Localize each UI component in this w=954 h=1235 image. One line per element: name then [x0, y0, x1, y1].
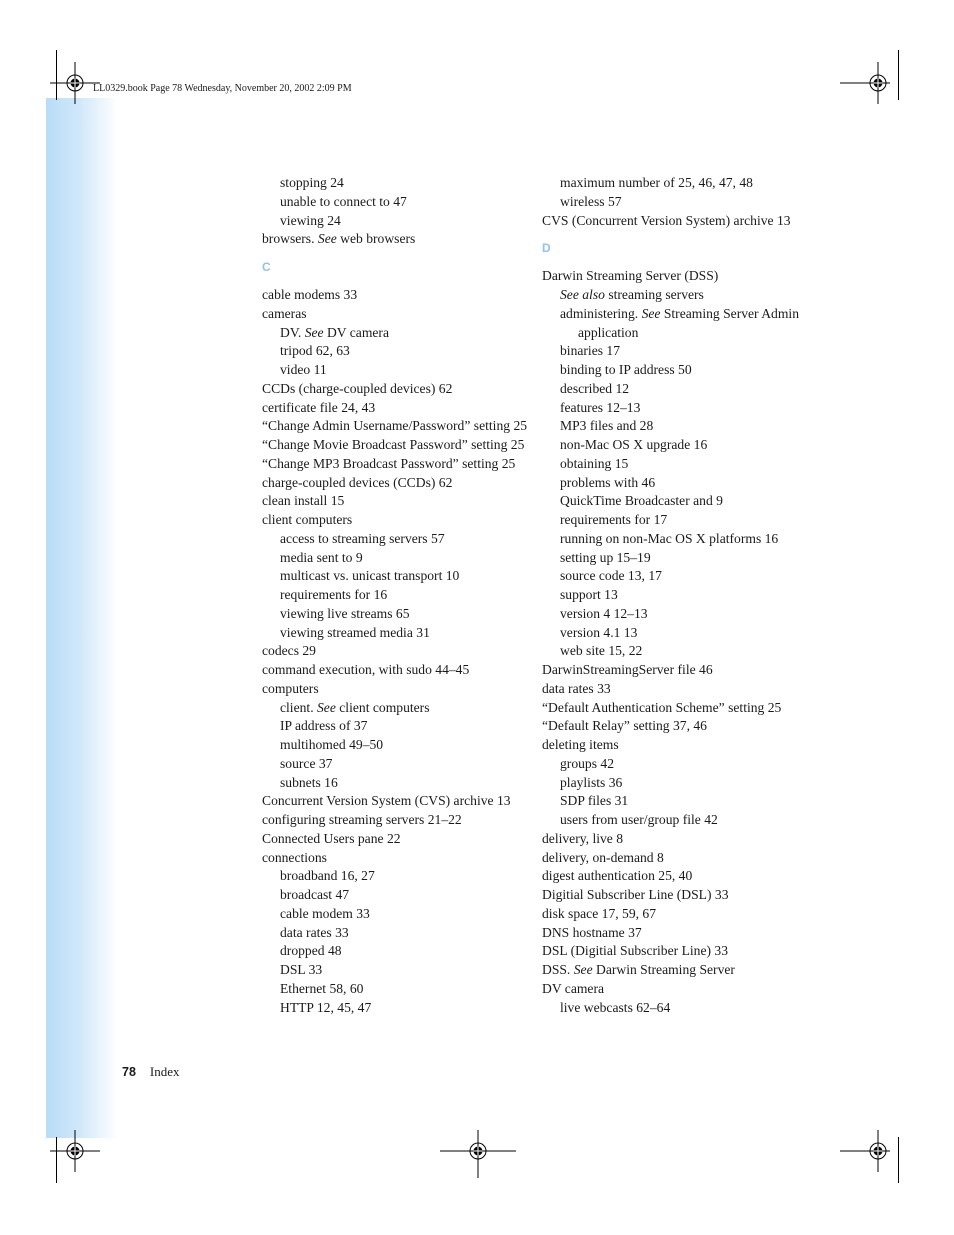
entry-text: requirements for 17	[560, 512, 668, 527]
index-subentry	[262, 924, 537, 943]
registration-mark-icon	[50, 1130, 100, 1172]
index-subentry	[542, 474, 807, 493]
index-subentry	[542, 436, 807, 455]
registration-mark-icon	[840, 62, 890, 104]
index-subentry	[542, 792, 807, 811]
entry-text: unable to connect to 47	[280, 193, 407, 209]
page-footer	[122, 1064, 180, 1080]
index-subentry	[262, 586, 537, 605]
index-subentry	[262, 361, 537, 380]
entry-text: “Change Admin Username/Password” setting 25	[262, 418, 528, 434]
index-subentry	[542, 999, 807, 1018]
entry-text: binding to IP address 50	[560, 362, 692, 377]
entry-text: support 13	[560, 587, 618, 602]
see-reference: See	[304, 324, 324, 340]
index-subentry	[542, 624, 807, 643]
index-entry	[542, 267, 807, 286]
index-subentry	[542, 605, 807, 624]
entry-text: streaming servers	[604, 287, 704, 302]
entry-text: Digitial Subscriber Line (DSL) 33	[542, 887, 729, 902]
entry-text: DV camera	[323, 324, 389, 340]
index-subentry	[262, 174, 537, 193]
entry-text: DSL 33	[280, 962, 323, 977]
entry-text: video 11	[280, 362, 327, 377]
see-reference: See	[641, 305, 661, 321]
index-entry	[542, 942, 807, 961]
entry-text: certificate file 24, 43	[262, 399, 376, 415]
index-subentry	[262, 886, 537, 905]
index-entry	[262, 680, 537, 699]
entry-text: stopping 24	[280, 175, 344, 190]
index-entry	[262, 305, 537, 324]
see-reference: See also	[560, 287, 605, 302]
page-number: 78	[122, 1065, 136, 1079]
entry-text: media sent to 9	[280, 549, 363, 565]
index-subentry	[542, 811, 807, 830]
entry-text: DSS.	[542, 962, 574, 977]
index-entry	[542, 736, 807, 755]
entry-text: delivery, on-demand 8	[542, 849, 664, 865]
index-subentry	[262, 324, 537, 343]
entry-text: CCDs (charge-coupled devices) 62	[262, 380, 453, 396]
entry-text: cable modem 33	[280, 905, 370, 921]
entry-text: tripod 62, 63	[280, 343, 350, 359]
index-subentry	[262, 699, 537, 718]
entry-text: connections	[262, 849, 327, 865]
entry-text: maximum number of 25, 46, 47, 48	[560, 175, 753, 190]
entry-text: non-Mac OS X upgrade 16	[560, 437, 708, 452]
index-column-left	[262, 174, 537, 1017]
index-entry	[542, 961, 807, 980]
entry-text: live webcasts 62–64	[560, 999, 671, 1015]
entry-text: wireless 57	[560, 193, 622, 209]
entry-text: DSL (Digitial Subscriber Line) 33	[542, 943, 728, 959]
entry-text: broadcast 47	[280, 887, 350, 902]
index-entry	[262, 474, 537, 493]
index-subentry	[542, 567, 807, 586]
entry-text: described 12	[560, 380, 630, 396]
index-subentry	[262, 530, 537, 549]
entry-text: Concurrent Version System (CVS) archive 13	[262, 793, 511, 809]
entry-text: requirements for 16	[280, 587, 388, 602]
index-entry	[262, 849, 537, 868]
index-subentry	[542, 342, 807, 361]
entry-text: features 12–13	[560, 399, 641, 415]
entry-text: web site 15, 22	[560, 643, 643, 659]
index-subentry	[262, 755, 537, 774]
index-subentry	[262, 905, 537, 924]
entry-text: browsers.	[262, 231, 318, 247]
index-subentry	[542, 324, 807, 343]
entry-text: viewing 24	[280, 212, 341, 228]
index-subentry	[262, 624, 537, 643]
index-entry	[262, 642, 537, 661]
index-entry	[542, 980, 807, 999]
index-entry	[262, 661, 537, 680]
entry-text: Streaming Server Admin	[660, 305, 799, 321]
entry-text: client computers	[262, 512, 353, 527]
index-subentry	[262, 193, 537, 212]
see-reference: See	[317, 699, 336, 715]
entry-text: subnets 16	[280, 774, 338, 790]
entry-text: viewing live streams 65	[280, 605, 410, 621]
index-subentry	[542, 399, 807, 418]
entry-text: setting up 15–19	[560, 549, 651, 565]
index-subentry	[262, 867, 537, 886]
index-entry	[262, 286, 537, 305]
index-entry	[262, 792, 537, 811]
index-entry	[262, 811, 537, 830]
entry-text: multicast vs. unicast transport 10	[280, 568, 460, 584]
index-subentry	[262, 342, 537, 361]
crop-mark	[898, 1137, 899, 1183]
entry-text: dropped 48	[280, 943, 342, 959]
entry-text: access to streaming servers 57	[280, 530, 445, 546]
entry-text: Darwin Streaming Server (DSS)	[542, 268, 719, 284]
index-subentry	[542, 642, 807, 661]
entry-text: configuring streaming servers 21–22	[262, 812, 462, 827]
index-entry	[542, 717, 807, 736]
entry-text: codecs 29	[262, 643, 316, 659]
index-entry	[262, 230, 537, 249]
entry-text: version 4.1 13	[560, 624, 638, 640]
see-reference: See	[317, 231, 337, 247]
index-entry	[542, 680, 807, 699]
index-subentry	[542, 755, 807, 774]
entry-text: multihomed 49–50	[280, 737, 384, 752]
entry-text: “Default Authentication Scheme” setting 25	[542, 699, 782, 715]
registration-mark-icon	[440, 1130, 516, 1178]
entry-text: client.	[280, 699, 317, 715]
entry-text: playlists 36	[560, 774, 623, 790]
entry-text: computers	[262, 680, 319, 696]
entry-text: users from user/group file 42	[560, 812, 718, 827]
registration-mark-icon	[840, 1130, 890, 1172]
index-entry	[542, 867, 807, 886]
index-subentry	[262, 980, 537, 999]
entry-text: IP address of 37	[280, 718, 368, 734]
entry-text: “Default Relay” setting 37, 46	[542, 718, 707, 734]
entry-text: source code 13, 17	[560, 568, 662, 584]
entry-text: MP3 files and 28	[560, 418, 654, 434]
index-entry	[262, 417, 537, 436]
entry-text: binaries 17	[560, 343, 621, 359]
index-entry	[262, 511, 537, 530]
entry-text: broadband 16, 27	[280, 868, 375, 884]
index-entry	[262, 436, 537, 455]
entry-text: DV.	[280, 324, 305, 340]
entry-text: viewing streamed media 31	[280, 624, 430, 640]
index-entry	[542, 924, 807, 943]
section-letter: D	[542, 241, 551, 256]
entry-text: source 37	[280, 755, 333, 771]
index-subentry	[262, 736, 537, 755]
entry-text: Darwin Streaming Server	[592, 962, 735, 977]
index-entry	[542, 886, 807, 905]
index-subentry	[542, 511, 807, 530]
entry-text: digest authentication 25, 40	[542, 868, 693, 884]
entry-text: cable modems 33	[262, 287, 358, 302]
entry-text: running on non-Mac OS X platforms 16	[560, 530, 779, 546]
entry-text: DV camera	[542, 980, 605, 996]
index-subentry	[262, 961, 537, 980]
index-entry	[262, 830, 537, 849]
entry-text: DarwinStreamingServer file 46	[542, 662, 713, 677]
index-entry	[262, 399, 537, 418]
entry-text: Connected Users pane 22	[262, 830, 401, 846]
entry-text: data rates 33	[542, 680, 611, 696]
entry-text: “Change MP3 Broadcast Password” setting 25	[262, 455, 516, 471]
index-column-right	[542, 174, 807, 1017]
entry-text: groups 42	[560, 755, 614, 771]
index-subentry	[542, 455, 807, 474]
index-subentry	[542, 380, 807, 399]
entry-text: command execution, with sudo 44–45	[262, 662, 470, 677]
entry-text: problems with 46	[560, 474, 656, 490]
index-subentry	[542, 549, 807, 568]
index-subentry	[542, 286, 807, 305]
entry-text: HTTP 12, 45, 47	[280, 999, 372, 1015]
sidebar-tint	[46, 98, 118, 1138]
index-subentry	[542, 174, 807, 193]
index-subentry	[262, 774, 537, 793]
entry-text: client computers	[335, 699, 430, 715]
index-subentry	[542, 774, 807, 793]
index-entry	[542, 849, 807, 868]
index-subentry	[262, 999, 537, 1018]
index-subentry	[262, 605, 537, 624]
book-header: LL0329.book Page 78 Wednesday, November 20, 2002 2:09 PM	[93, 83, 352, 94]
entry-text: disk space 17, 59, 67	[542, 905, 657, 921]
entry-text: “Change Movie Broadcast Password” setting 25	[262, 437, 525, 452]
index-entry	[542, 830, 807, 849]
index-subentry	[262, 212, 537, 231]
index-entry	[542, 661, 807, 680]
entry-text: version 4 12–13	[560, 605, 648, 621]
entry-text: application	[578, 324, 639, 340]
crop-mark	[898, 50, 899, 100]
entry-text: CVS (Concurrent Version System) archive 13	[542, 212, 791, 228]
entry-text: data rates 33	[280, 924, 349, 940]
entry-text: clean install 15	[262, 493, 345, 509]
entry-text: QuickTime Broadcaster and 9	[560, 493, 723, 509]
index-entry	[262, 492, 537, 511]
entry-text: administering.	[560, 305, 642, 321]
index-subentry	[542, 492, 807, 511]
index-entry	[542, 212, 807, 231]
entry-text: Ethernet 58, 60	[280, 980, 364, 996]
entry-text: SDP files 31	[560, 793, 629, 809]
index-entry	[542, 905, 807, 924]
entry-text: web browsers	[336, 231, 416, 247]
entry-text: obtaining 15	[560, 455, 629, 471]
index-subentry	[262, 567, 537, 586]
index-subentry	[262, 942, 537, 961]
index-subentry	[542, 305, 807, 324]
footer-section: Index	[149, 1064, 180, 1079]
entry-text: cameras	[262, 305, 307, 321]
entry-text: delivery, live 8	[542, 830, 624, 846]
entry-text: DNS hostname 37	[542, 924, 642, 940]
section-letter: C	[262, 260, 271, 274]
index-entry	[542, 699, 807, 718]
index-entry	[262, 455, 537, 474]
index-entry	[262, 380, 537, 399]
index-subentry	[542, 530, 807, 549]
entry-text: charge-coupled devices (CCDs) 62	[262, 474, 453, 490]
index-subentry	[542, 193, 807, 212]
index-subentry	[262, 549, 537, 568]
index-subentry	[542, 586, 807, 605]
index-subentry	[262, 717, 537, 736]
entry-text: deleting items	[542, 737, 619, 752]
index-subentry	[542, 361, 807, 380]
index-subentry	[542, 417, 807, 436]
see-reference: See	[573, 962, 593, 977]
